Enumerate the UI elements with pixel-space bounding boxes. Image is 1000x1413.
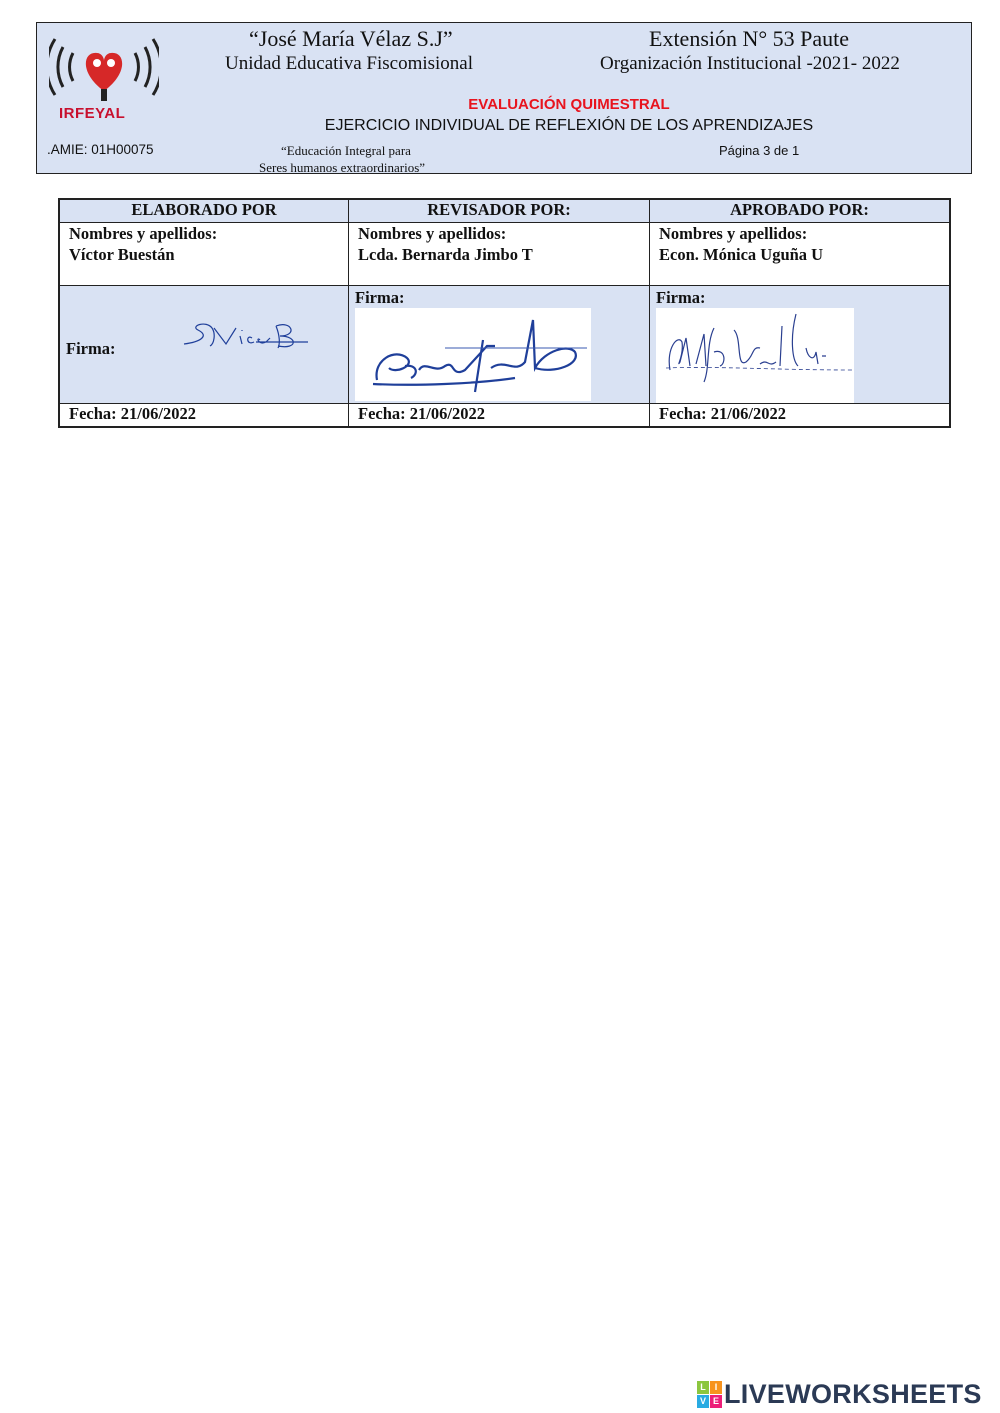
- school-name: “José María Vélaz S.J”: [249, 26, 453, 51]
- names-cell-elaborado: [59, 223, 349, 286]
- exercise-title: EJERCICIO INDIVIDUAL DE REFLEXIÓN DE LOS APRENDIZAJES: [324, 117, 814, 134]
- signature-image-monica: [656, 308, 854, 403]
- names-row: [59, 223, 950, 286]
- date-elaborado: Fecha: 21/06/2022: [59, 404, 349, 428]
- names-cell-revisado: [349, 223, 650, 286]
- motto-line-2: Seres humanos extraordinarios”: [259, 160, 426, 175]
- logo-tile-l: L: [697, 1381, 709, 1394]
- brand-text: LIVEWORKSHEETS: [724, 1378, 982, 1409]
- name-elaborado: Víctor Buestán: [69, 245, 175, 264]
- signature-monica-icon: [656, 308, 854, 403]
- document-header: [36, 22, 972, 174]
- firma-label: Firma:: [355, 288, 405, 307]
- names-label: Nombres y apellidos:: [69, 224, 218, 243]
- firma-label: Firma:: [66, 339, 116, 358]
- signature-bernarda-icon: [355, 308, 591, 401]
- column-header-elaborado: ELABORADO POR: [59, 199, 349, 223]
- page-info: Página 3 de 1: [719, 143, 800, 158]
- amie-code: .AMIE: 01H00075: [47, 142, 154, 157]
- name-revisado: Lcda. Bernarda Jimbo T: [358, 245, 533, 264]
- column-header-aprobado: APROBADO POR:: [650, 199, 951, 223]
- extension-number: Extensión N° 53 Paute: [649, 26, 850, 51]
- signature-table: [58, 198, 951, 428]
- names-label: Nombres y apellidos:: [659, 224, 808, 243]
- motto-line-1: “Educación Integral para: [281, 143, 411, 158]
- names-cell-aprobado: [650, 223, 951, 286]
- school-type: Unidad Educativa Fiscomisional: [225, 53, 474, 74]
- signature-image-bernarda: [355, 308, 591, 401]
- organization-period: Organización Institucional -2021- 2022: [600, 53, 900, 74]
- logo-tile-v: V: [697, 1395, 709, 1408]
- column-header-revisado: REVISADOR POR:: [349, 199, 650, 223]
- signature-cell-revisado: [349, 286, 650, 404]
- liveworksheets-logo-icon: [697, 1381, 722, 1408]
- liveworksheets-brand: [697, 1377, 982, 1411]
- date-aprobado: Fecha: 21/06/2022: [650, 404, 951, 428]
- signature-cell-elaborado: [59, 286, 349, 404]
- table-header-row: [59, 199, 950, 223]
- names-label: Nombres y apellidos:: [358, 224, 507, 243]
- date-revisado: Fecha: 21/06/2022: [349, 404, 650, 428]
- signature-cell-aprobado: [650, 286, 951, 404]
- logo-tile-e: E: [710, 1395, 722, 1408]
- firma-label: Firma:: [656, 288, 706, 307]
- logo-text: IRFEYAL: [59, 105, 126, 122]
- logo-tile-i: I: [710, 1381, 722, 1394]
- school-motto: [259, 142, 425, 176]
- name-aprobado: Econ. Mónica Uguña U: [659, 245, 824, 264]
- signature-row: [59, 286, 950, 404]
- signature-victor-icon: [180, 306, 310, 356]
- evaluation-title: EVALUACIÓN QUIMESTRAL: [468, 96, 670, 113]
- date-row: [59, 404, 950, 428]
